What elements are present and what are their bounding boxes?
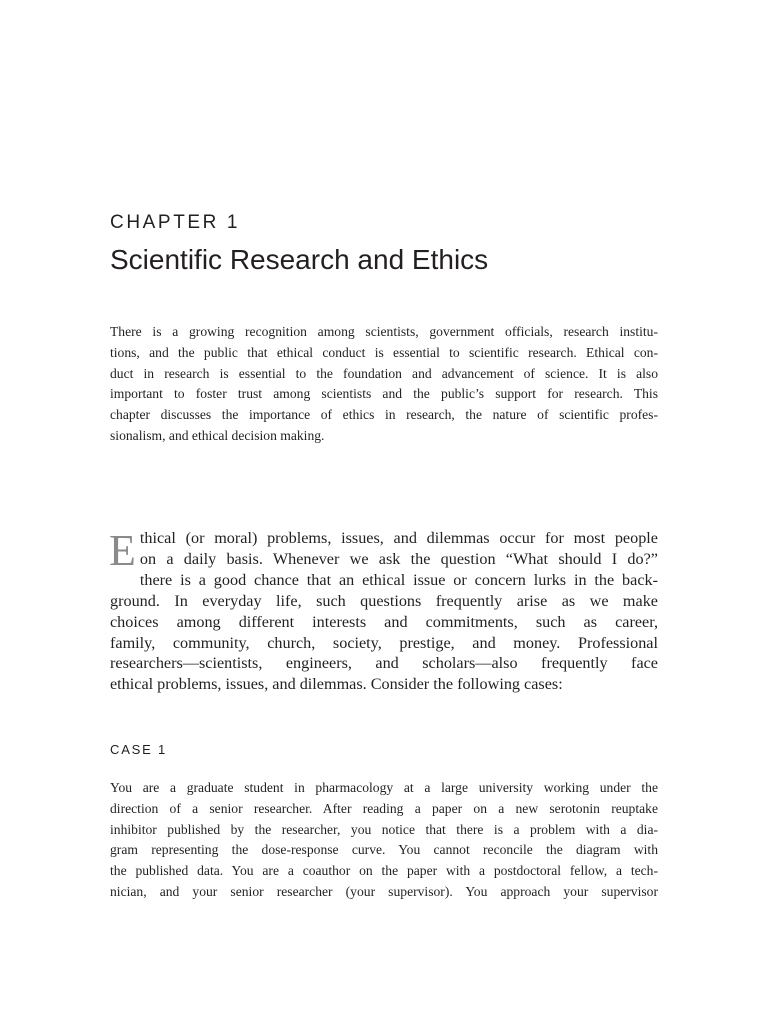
abstract-paragraph <box>110 322 658 447</box>
body-line: choices among different interests and commitments, such as career, <box>110 612 658 631</box>
abstract-line: sionalism, and ethical decision making. <box>110 427 325 443</box>
drop-cap: E <box>109 526 136 575</box>
body-paragraph <box>110 528 658 695</box>
body-line: ethical problems, issues, and dilemmas. Consider the following cases: <box>110 675 563 694</box>
abstract-line: important to foster trust among scientists and the public’s support for research. This <box>110 386 658 402</box>
chapter-title: Scientific Research and Ethics <box>110 244 489 275</box>
case-line: the published data. You are a coauthor on the paper with a postdoctoral fellow, a tech- <box>110 863 658 879</box>
chapter-label: CHAPTER 1 <box>110 212 241 233</box>
body-line: researchers—scientists, engineers, and scholars—also frequently face <box>110 654 658 673</box>
abstract-line: There is a growing recognition among scientists, government officials, research institu- <box>110 324 658 339</box>
case-line: gram representing the dose-response curve. You cannot reconcile the diagram with <box>110 842 658 858</box>
abstract-line: duct in research is essential to the foundation and advancement of science. It is also <box>110 365 658 381</box>
body-line: on a daily basis. Whenever we ask the question “What should I do?” <box>139 549 658 568</box>
case-paragraph <box>110 778 658 903</box>
case-heading: CASE 1 <box>110 742 168 757</box>
abstract-line: tions, and the public that ethical conduct is essential to scientific research. Ethical con- <box>110 344 658 360</box>
body-line: there is a good chance that an ethical issue or concern lurks in the back- <box>139 570 658 589</box>
abstract-line: chapter discusses the importance of ethics in research, the nature of scientific profes- <box>110 407 658 423</box>
case-line: inhibitor published by the researcher, you notice that there is a problem with a dia- <box>110 821 658 837</box>
body-line: family, community, church, society, prestige, and money. Professional <box>110 633 658 652</box>
body-line: ground. In everyday life, such questions frequently arise as we make <box>110 591 658 610</box>
body-line: thical (or moral) problems, issues, and dilemmas occur for most people <box>139 529 658 547</box>
case-line: You are a graduate student in pharmacology at a large university working under the <box>110 780 658 795</box>
case-line: nician, and your senior researcher (your supervisor). You approach your supervisor <box>110 883 658 899</box>
case-line: direction of a senior researcher. After reading a paper on a new serotonin reuptake <box>110 800 658 816</box>
